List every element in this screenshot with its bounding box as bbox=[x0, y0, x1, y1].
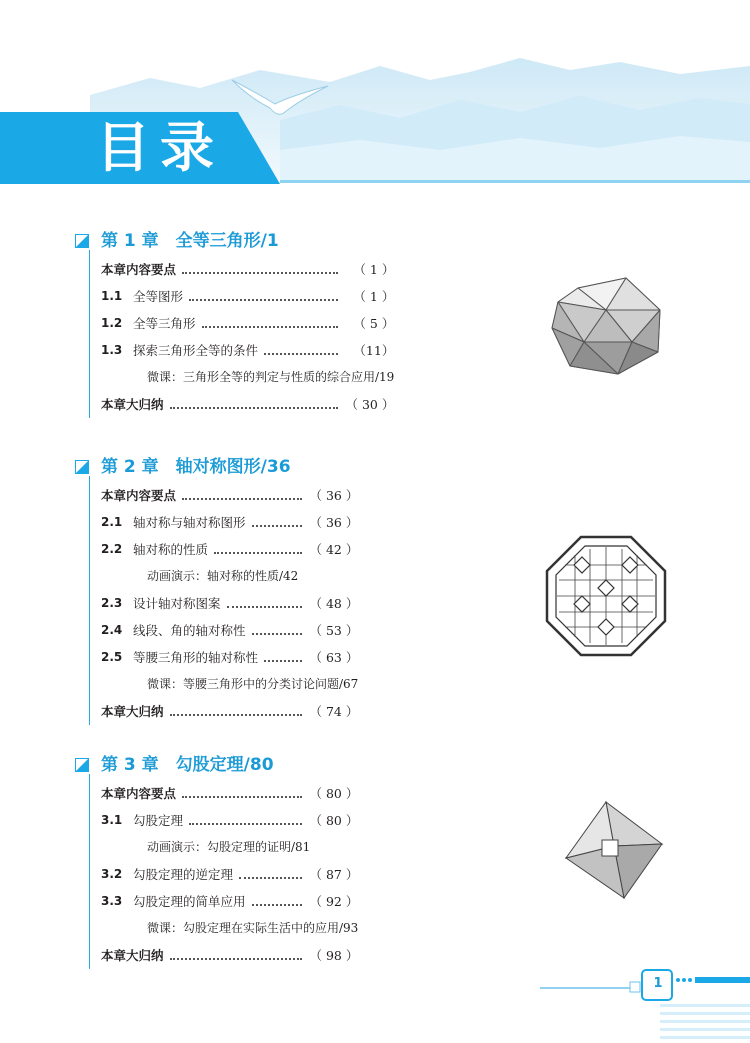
toc-sub-entry[interactable]: 微课：三角形全等的判定与性质的综合应用/19 bbox=[147, 370, 395, 384]
toc-sub-entry[interactable]: 动画演示：勾股定理的证明/81 bbox=[147, 840, 311, 854]
pythagoras-square-figure bbox=[562, 800, 667, 900]
toc-summary-entry[interactable]: 本章大归纳 （ 74 ） bbox=[101, 704, 359, 719]
toc-entry[interactable]: 1.3 探索三角形全等的条件 （11） bbox=[101, 343, 395, 358]
chapter-marker-icon bbox=[75, 460, 89, 474]
toc-entry[interactable]: 3.1 勾股定理 （ 80 ） bbox=[101, 813, 359, 828]
toc-entry[interactable]: 1.2 全等三角形 （ 5 ） bbox=[101, 316, 395, 331]
toc-entry[interactable]: 3.2 勾股定理的逆定理 （ 87 ） bbox=[101, 867, 359, 882]
toc-sub-entry[interactable]: 微课：等腰三角形中的分类讨论问题/67 bbox=[147, 677, 359, 691]
chapter-title[interactable]: 第 2 章 轴对称图形/36 bbox=[89, 452, 358, 482]
toc-entry[interactable]: 2.5 等腰三角形的轴对称性 （ 63 ） bbox=[101, 650, 359, 665]
toc-entry[interactable]: 3.3 勾股定理的简单应用 （ 92 ） bbox=[101, 894, 359, 909]
toc-entry[interactable]: 本章内容要点 （ 36 ） bbox=[101, 488, 359, 503]
toc-sub-entry[interactable]: 微课：勾股定理在实际生活中的应用/93 bbox=[147, 921, 359, 935]
chapter-marker-icon bbox=[75, 758, 89, 772]
toc-sub-entry[interactable]: 动画演示：轴对称的性质/42 bbox=[147, 569, 299, 583]
header-divider bbox=[280, 180, 750, 183]
toc-entry[interactable]: 本章内容要点 （ 80 ） bbox=[101, 786, 359, 801]
toc-entry[interactable]: 2.4 线段、角的轴对称性 （ 53 ） bbox=[101, 623, 359, 638]
toc-entry[interactable]: 2.2 轴对称的性质 （ 42 ） bbox=[101, 542, 359, 557]
toc-entry[interactable]: 2.1 轴对称与轴对称图形 （ 36 ） bbox=[101, 515, 359, 530]
chapter-2 bbox=[75, 452, 358, 725]
chapter-title[interactable]: 第 3 章 勾股定理/80 bbox=[89, 750, 358, 780]
toc-summary-entry[interactable]: 本章大归纳 （ 98 ） bbox=[101, 948, 359, 963]
toc-summary-entry[interactable]: 本章大归纳 （ 30 ） bbox=[101, 397, 395, 412]
page-number: 1 bbox=[653, 976, 663, 991]
chapter-marker-icon bbox=[75, 234, 89, 248]
footer-decoration bbox=[0, 960, 750, 1043]
page-title: 目录 bbox=[96, 116, 224, 179]
icosahedron-figure bbox=[548, 270, 666, 380]
octagon-lattice-figure bbox=[545, 535, 667, 657]
toc-entry[interactable]: 1.1 全等图形 （ 1 ） bbox=[101, 289, 395, 304]
chapter-3 bbox=[75, 750, 358, 969]
toc-entry[interactable]: 本章内容要点 （ 1 ） bbox=[101, 262, 395, 277]
toc-entry[interactable]: 2.3 设计轴对称图案 （ 48 ） bbox=[101, 596, 359, 611]
chapter-1 bbox=[75, 226, 394, 418]
chapter-title[interactable]: 第 1 章 全等三角形/1 bbox=[89, 226, 394, 256]
